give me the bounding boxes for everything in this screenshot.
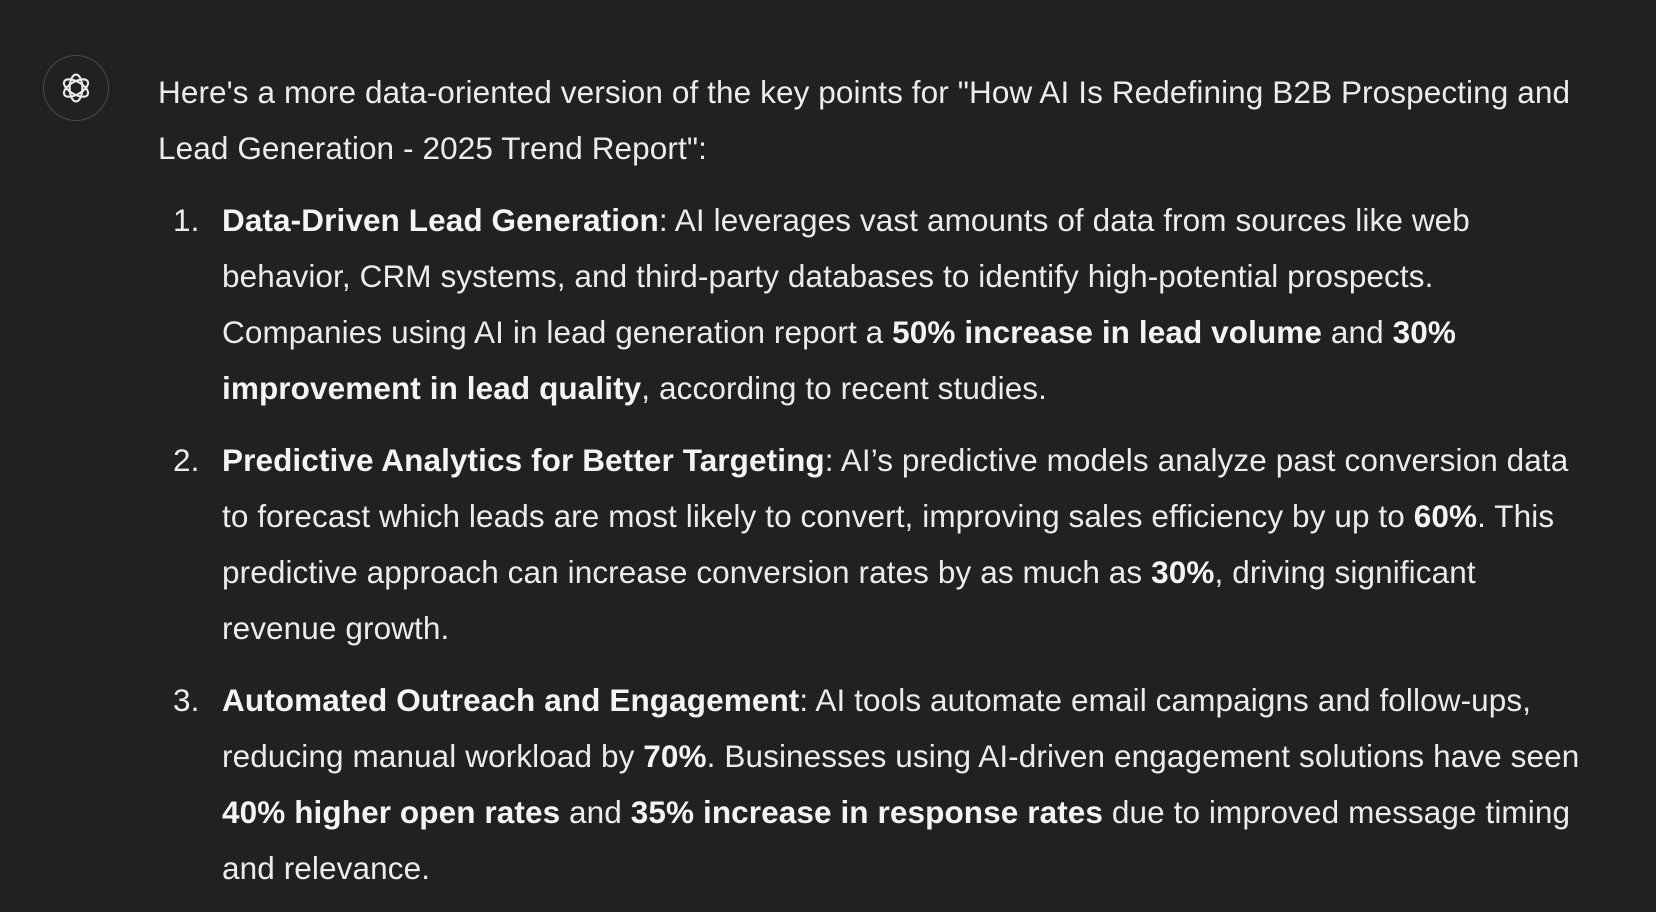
assistant-avatar: [43, 55, 109, 121]
text-segment: . Businesses using AI-driven engagement solutions have seen: [706, 738, 1580, 774]
key-points-list: [158, 192, 1598, 896]
list-item-text: [222, 202, 1470, 406]
bold-text: Data-Driven Lead Generation: [222, 202, 659, 238]
list-item: [158, 672, 1598, 896]
text-segment: : AI’s predictive models analyze past conversion data to forecast which leads are most likely to convert, improving sales efficiency by up to: [222, 442, 1569, 534]
text-segment: : AI leverages vast amounts of data from sources like web behavior, CRM systems, and third-party databases to identify high-potential prospects. Companies using AI in lead generation report a: [222, 202, 1470, 350]
text-segment: . This predictive approach can increase conversion rates by as much as: [222, 498, 1555, 590]
list-item-text: [222, 682, 1579, 886]
bold-text: 70%: [643, 738, 707, 774]
text-segment: due to improved message timing and relevance.: [222, 794, 1571, 886]
text-segment: , driving significant revenue growth.: [222, 554, 1476, 646]
text-segment: and: [1322, 314, 1393, 350]
list-number: 2.: [173, 442, 200, 478]
bold-text: 50% increase in lead volume: [892, 314, 1323, 350]
assistant-message: [158, 64, 1598, 912]
openai-logo-icon: [57, 69, 95, 107]
list-number: 1.: [173, 202, 200, 238]
text-segment: : AI tools automate email campaigns and follow-ups, reducing manual workload by: [222, 682, 1532, 774]
list-number: 3.: [173, 682, 200, 718]
bold-text: 30%: [1151, 554, 1215, 590]
list-item: [158, 432, 1598, 656]
bold-text: 60%: [1413, 498, 1478, 534]
text-segment: , according to recent studies.: [641, 370, 1048, 406]
bold-text: 40% higher open rates: [222, 794, 561, 830]
text-segment: and: [560, 794, 631, 830]
bold-text: Predictive Analytics for Better Targeting: [222, 442, 825, 478]
bold-text: 30% improvement in lead quality: [222, 314, 1456, 406]
bold-text: Automated Outreach and Engagement: [222, 682, 800, 718]
message-intro: Here's a more data-oriented version of the key points for "How AI Is Redefining B2B Prospecting and Lead Generation - 2025 Trend Report":: [158, 74, 1571, 166]
list-item: [158, 192, 1598, 416]
list-item-text: [222, 442, 1568, 646]
bold-text: 35% increase in response rates: [630, 794, 1104, 830]
